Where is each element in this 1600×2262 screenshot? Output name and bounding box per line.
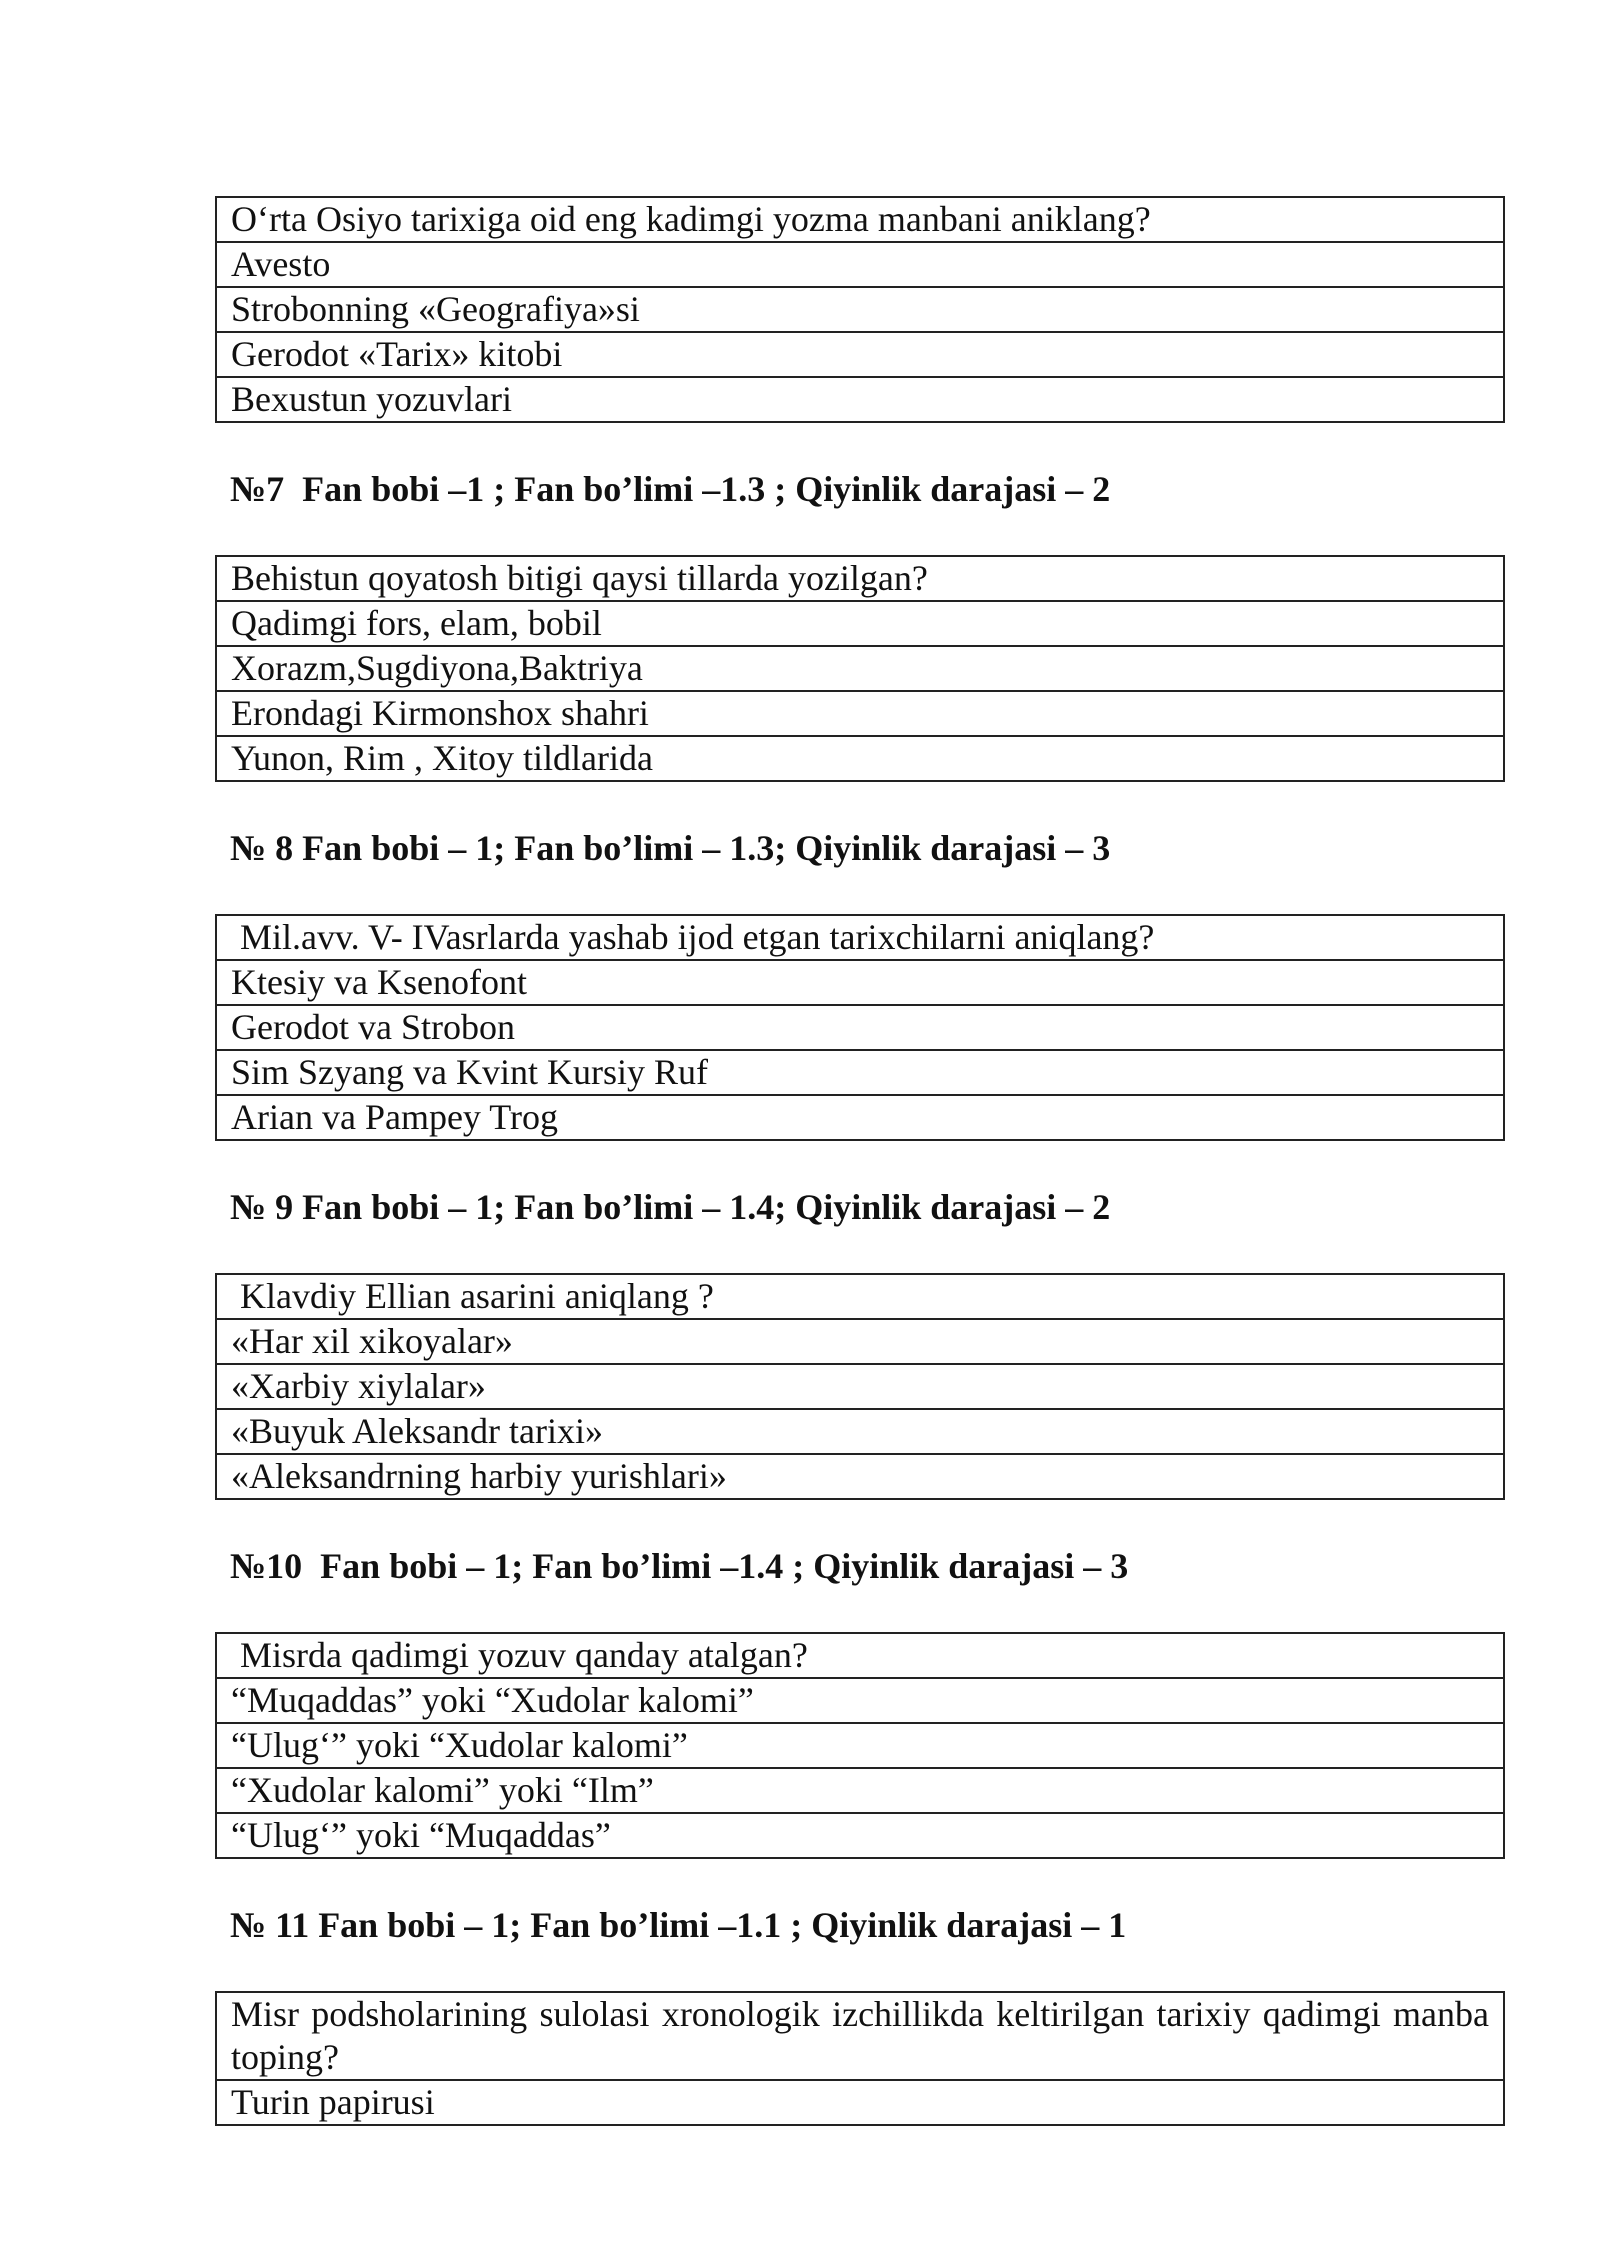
question-heading: №10 Fan bobi – 1; Fan bo’limi –1.4 ; Qiyinlik darajasi – 3 xyxy=(230,1546,1129,1586)
question-text: Behistun qoyatosh bitigi qaysi tillarda yozilgan? xyxy=(216,556,1504,601)
question-row xyxy=(216,1992,1504,2080)
answer-row xyxy=(216,1723,1504,1768)
answer-option: Arian va Pampey Trog xyxy=(216,1095,1504,1140)
answer-option: Avesto xyxy=(216,242,1504,287)
answer-row xyxy=(216,287,1504,332)
answer-option: Xorazm,Sugdiyona,Baktriya xyxy=(216,646,1504,691)
question-table xyxy=(215,914,1505,1141)
question-table xyxy=(215,196,1505,423)
question-row xyxy=(216,1633,1504,1678)
document-page xyxy=(215,196,1505,2126)
question-table xyxy=(215,1632,1505,1859)
answer-option: Ktesiy va Ksenofont xyxy=(216,960,1504,1005)
question-text: Klavdiy Ellian asarini aniqlang ? xyxy=(216,1274,1504,1319)
answer-option: “Muqaddas” yoki “Xudolar kalomi” xyxy=(216,1678,1504,1723)
answer-option: “Ulug‘” yoki “Muqaddas” xyxy=(216,1813,1504,1858)
question-heading: № 11 Fan bobi – 1; Fan bo’limi –1.1 ; Qiyinlik darajasi – 1 xyxy=(230,1905,1127,1945)
question-text: Misrda qadimgi yozuv qanday atalgan? xyxy=(216,1633,1504,1678)
answer-row xyxy=(216,1813,1504,1858)
question-row xyxy=(216,556,1504,601)
question-heading: № 8 Fan bobi – 1; Fan bo’limi – 1.3; Qiyinlik darajasi – 3 xyxy=(230,828,1111,868)
answer-option: «Har xil xikoyalar» xyxy=(216,1319,1504,1364)
answer-option: Gerodot «Tarix» kitobi xyxy=(216,332,1504,377)
question-text: O‘rta Osiyo tarixiga oid eng kadimgi yozma manbani aniklang? xyxy=(216,197,1504,242)
answer-option: Qadimgi fors, elam, bobil xyxy=(216,601,1504,646)
question-row xyxy=(216,1274,1504,1319)
question-heading: № 9 Fan bobi – 1; Fan bo’limi – 1.4; Qiyinlik darajasi – 2 xyxy=(230,1187,1111,1227)
answer-row xyxy=(216,1454,1504,1499)
answer-row xyxy=(216,1050,1504,1095)
answer-row xyxy=(216,1409,1504,1454)
answer-option: Bexustun yozuvlari xyxy=(216,377,1504,422)
answer-option: Strobonning «Geografiya»si xyxy=(216,287,1504,332)
question-row xyxy=(216,197,1504,242)
answer-row xyxy=(216,646,1504,691)
answer-row xyxy=(216,2080,1504,2125)
answer-option: «Aleksandrning harbiy yurishlari» xyxy=(216,1454,1504,1499)
answer-row xyxy=(216,1095,1504,1140)
answer-option: “Ulug‘” yoki “Xudolar kalomi” xyxy=(216,1723,1504,1768)
answer-row xyxy=(216,1364,1504,1409)
answer-row xyxy=(216,960,1504,1005)
answer-row xyxy=(216,242,1504,287)
answer-row xyxy=(216,377,1504,422)
question-table xyxy=(215,1273,1505,1500)
question-table xyxy=(215,555,1505,782)
answer-row xyxy=(216,1678,1504,1723)
answer-option: «Xarbiy xiylalar» xyxy=(216,1364,1504,1409)
answer-row xyxy=(216,1005,1504,1050)
question-text: Misr podsholarining sulolasi xronologik izchillikda keltirilgan tarixiy qadimgi manba toping? xyxy=(216,1992,1504,2080)
question-text: Mil.avv. V- IVasrlarda yashab ijod etgan tarixchilarni aniqlang? xyxy=(216,915,1504,960)
answer-row xyxy=(216,736,1504,781)
answer-option: Yunon, Rim , Xitoy tildlarida xyxy=(216,736,1504,781)
answer-row xyxy=(216,1768,1504,1813)
answer-option: «Buyuk Aleksandr tarixi» xyxy=(216,1409,1504,1454)
question-table xyxy=(215,1991,1505,2126)
answer-row xyxy=(216,601,1504,646)
question-row xyxy=(216,915,1504,960)
answer-option: Sim Szyang va Kvint Kursiy Ruf xyxy=(216,1050,1504,1095)
answer-row xyxy=(216,1319,1504,1364)
answer-option: Turin papirusi xyxy=(216,2080,1504,2125)
answer-option: Gerodot va Strobon xyxy=(216,1005,1504,1050)
question-heading: №7 Fan bobi –1 ; Fan bo’limi –1.3 ; Qiyinlik darajasi – 2 xyxy=(230,469,1111,509)
answer-row xyxy=(216,332,1504,377)
answer-row xyxy=(216,691,1504,736)
answer-option: “Xudolar kalomi” yoki “Ilm” xyxy=(216,1768,1504,1813)
answer-option: Erondagi Kirmonshox shahri xyxy=(216,691,1504,736)
